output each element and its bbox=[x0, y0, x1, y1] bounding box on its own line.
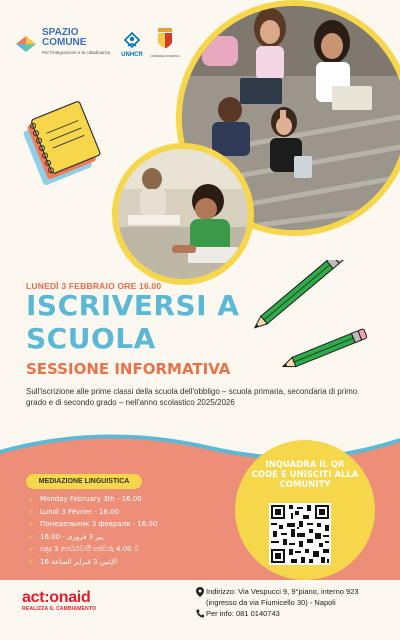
notebooks-illustration bbox=[20, 98, 116, 188]
actionaid-tagline: REALIZZA IL CAMBIAMENTO bbox=[22, 606, 97, 612]
mediation-pill: MEDIAZIONE LINGUISTICA bbox=[26, 474, 142, 489]
classroom-illustration bbox=[118, 149, 248, 279]
check-icon: ✓ bbox=[28, 544, 35, 554]
location-pin-icon bbox=[196, 587, 206, 608]
mediation-list bbox=[28, 493, 228, 568]
spazio-comune-wordmark: SPAZIO COMUNE bbox=[42, 27, 87, 48]
check-icon: ✓ bbox=[28, 507, 35, 517]
check-icon: ✓ bbox=[28, 494, 35, 504]
phone-number: Per info: 081 0140743 bbox=[206, 609, 280, 618]
qr-code[interactable] bbox=[269, 503, 331, 565]
event-date: LUNEDÌ 3 FEBBRAIO ORE 16.00 bbox=[26, 281, 162, 291]
list-item: ✓ پیر 3 فروری - 16.00 bbox=[28, 532, 104, 542]
list-item: ✓ الإثنين 3 فبراير الساعة 16 bbox=[28, 557, 118, 567]
event-subtitle: SESSIONE INFORMATIVA bbox=[26, 360, 231, 378]
check-icon: ✓ bbox=[28, 557, 35, 567]
spazio-comune-subtitle: Per l'integrazione e la cittadinanza bbox=[42, 50, 111, 55]
pencils-illustration bbox=[248, 260, 378, 370]
comune-crest-icon bbox=[157, 28, 173, 52]
contact-info bbox=[196, 587, 396, 622]
title-line-2: SCUOLA bbox=[26, 322, 156, 355]
phone-icon bbox=[196, 609, 206, 622]
title-line-1: ISCRIVERSI A bbox=[26, 289, 240, 322]
list-item: ✓ Lundi 3 Février - 16.00 bbox=[28, 507, 120, 517]
address-line-2: (ingresso da via Fiumicello 30) - Napoli bbox=[206, 597, 336, 607]
list-item: ✓ Monday February 3th - 16.00 bbox=[28, 494, 142, 504]
check-icon: ✓ bbox=[28, 519, 35, 529]
event-description: Sull'iscrizione alle prime classi della scuola dell'obbligo – scuola primaria, secondaria di primo grado e di secondo grado – nell'anno scolastico 2025/2026 bbox=[26, 387, 358, 407]
qr-callout: INQUADRA IL QR CODE E UNISCITI ALLA COMUNITY bbox=[251, 460, 359, 490]
address-line-1: Indirizzo: Via Vespucci 9, 9°piano, interno 923 bbox=[206, 587, 359, 596]
comune-wordmark: COMUNE DI NAPOLI bbox=[150, 54, 180, 58]
spazio-comune-logo bbox=[14, 28, 114, 62]
unhcr-emblem-icon bbox=[122, 30, 142, 50]
actionaid-logo: act:onaid bbox=[22, 589, 91, 606]
check-icon: ✓ bbox=[28, 532, 35, 542]
spazio-comune-mark-icon bbox=[14, 32, 38, 56]
unhcr-logo bbox=[118, 28, 146, 62]
comune-napoli-logo bbox=[150, 28, 180, 62]
unhcr-wordmark: UNHCR bbox=[121, 52, 143, 58]
list-item: ✓ Понедельник 3 февраля - 16.00 bbox=[28, 519, 158, 529]
classroom-photo bbox=[112, 143, 254, 285]
list-item: ✓ සඳුදා 3 පෙබරවාරි පස්වරු 4.00 ට bbox=[28, 544, 139, 554]
